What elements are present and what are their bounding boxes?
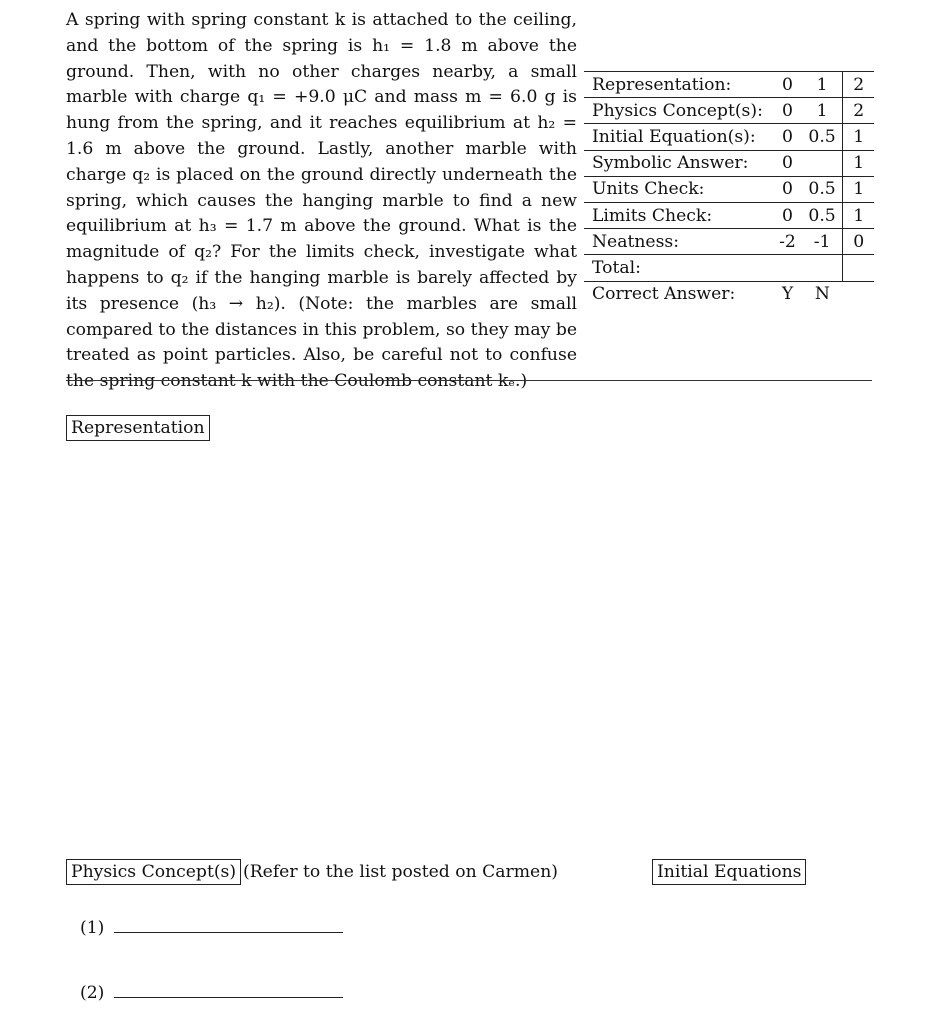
rubric-score: 0 [773, 176, 801, 202]
rubric-row [584, 229, 874, 255]
rubric-row [584, 72, 874, 98]
rubric-score: 0 [773, 150, 801, 176]
representation-heading: Representation [66, 415, 210, 441]
rubric-score [773, 255, 801, 281]
rubric-score: 0 [773, 72, 801, 98]
rubric-label: Representation: [584, 72, 773, 98]
rubric-score: 1 [843, 176, 874, 202]
answer-line[interactable] [114, 931, 343, 933]
rubric-row [584, 202, 874, 228]
rubric-score: 1 [843, 202, 874, 228]
rubric-label: Symbolic Answer: [584, 150, 773, 176]
rubric-score: -1 [802, 229, 843, 255]
rubric-row [584, 98, 874, 124]
grading-rubric [584, 71, 874, 307]
physics-concepts-heading: Physics Concept(s) [66, 859, 241, 885]
rubric-label: Initial Equation(s): [584, 124, 773, 150]
rubric-score: 1 [802, 98, 843, 124]
concept-blank-1[interactable] [80, 918, 343, 938]
rubric-score [802, 255, 843, 281]
rubric-score: N [802, 281, 843, 307]
rubric-score: 2 [843, 98, 874, 124]
rubric-score [843, 255, 874, 281]
rubric-label: Neatness: [584, 229, 773, 255]
rubric-score: 0 [773, 202, 801, 228]
initial-equations-heading: Initial Equations [652, 859, 806, 885]
rubric-score: 0.5 [802, 176, 843, 202]
rubric-label: Units Check: [584, 176, 773, 202]
problem-text: A spring with spring constant k is attached to the ceiling, and the bottom of the spring is h₁ = 1.8 m above the ground. Then, with no other charges nearby, a small marble with charge q₁ = +9.0 μC and mass m = 6.0 g is hung from the spring, and it reaches equilibrium at h₂ = 1.6 m above the ground. Lastly, another marble with charge q₂ is placed on the ground directly underneath the spring, which causes the hanging marble to find a new equilibrium at h₃ = 1.7 m above the ground. What is the magnitude of q₂? For the limits check, investigate what happens to q₂ if the hanging marble is barely affected by its presence (h₃ → h₂). (Note: the marbles are small compared to the distances in this problem, so they may be treated as point particles. Also, be careful not to confuse the spring constant k with the Coulomb constant kₑ.) [66, 10, 577, 392]
section-divider [66, 380, 872, 381]
problem-statement [66, 8, 577, 395]
rubric-score: 0 [843, 229, 874, 255]
answer-line[interactable] [114, 996, 343, 998]
rubric-label: Correct Answer: [584, 281, 773, 307]
rubric-score: 1 [843, 124, 874, 150]
rubric-score: 0 [773, 124, 801, 150]
rubric-score: 2 [843, 72, 874, 98]
rubric-score: Y [773, 281, 801, 307]
rubric-row [584, 176, 874, 202]
rubric-label: Total: [584, 255, 773, 281]
rubric-row [584, 150, 874, 176]
rubric-score: 0.5 [802, 124, 843, 150]
rubric-score: 0.5 [802, 202, 843, 228]
refer-note: (Refer to the list posted on Carmen) [243, 862, 558, 882]
concept-blank-2[interactable] [80, 983, 343, 1003]
blank-number: (1) [80, 918, 105, 938]
rubric-label: Physics Concept(s): [584, 98, 773, 124]
rubric-row [584, 124, 874, 150]
rubric-score: 1 [802, 72, 843, 98]
blank-number: (2) [80, 983, 105, 1003]
rubric-row [584, 281, 874, 307]
rubric-score: 1 [843, 150, 874, 176]
rubric-label: Limits Check: [584, 202, 773, 228]
rubric-row [584, 255, 874, 281]
rubric-score [802, 150, 843, 176]
rubric-score: -2 [773, 229, 801, 255]
rubric-score [843, 281, 874, 307]
rubric-score: 0 [773, 98, 801, 124]
